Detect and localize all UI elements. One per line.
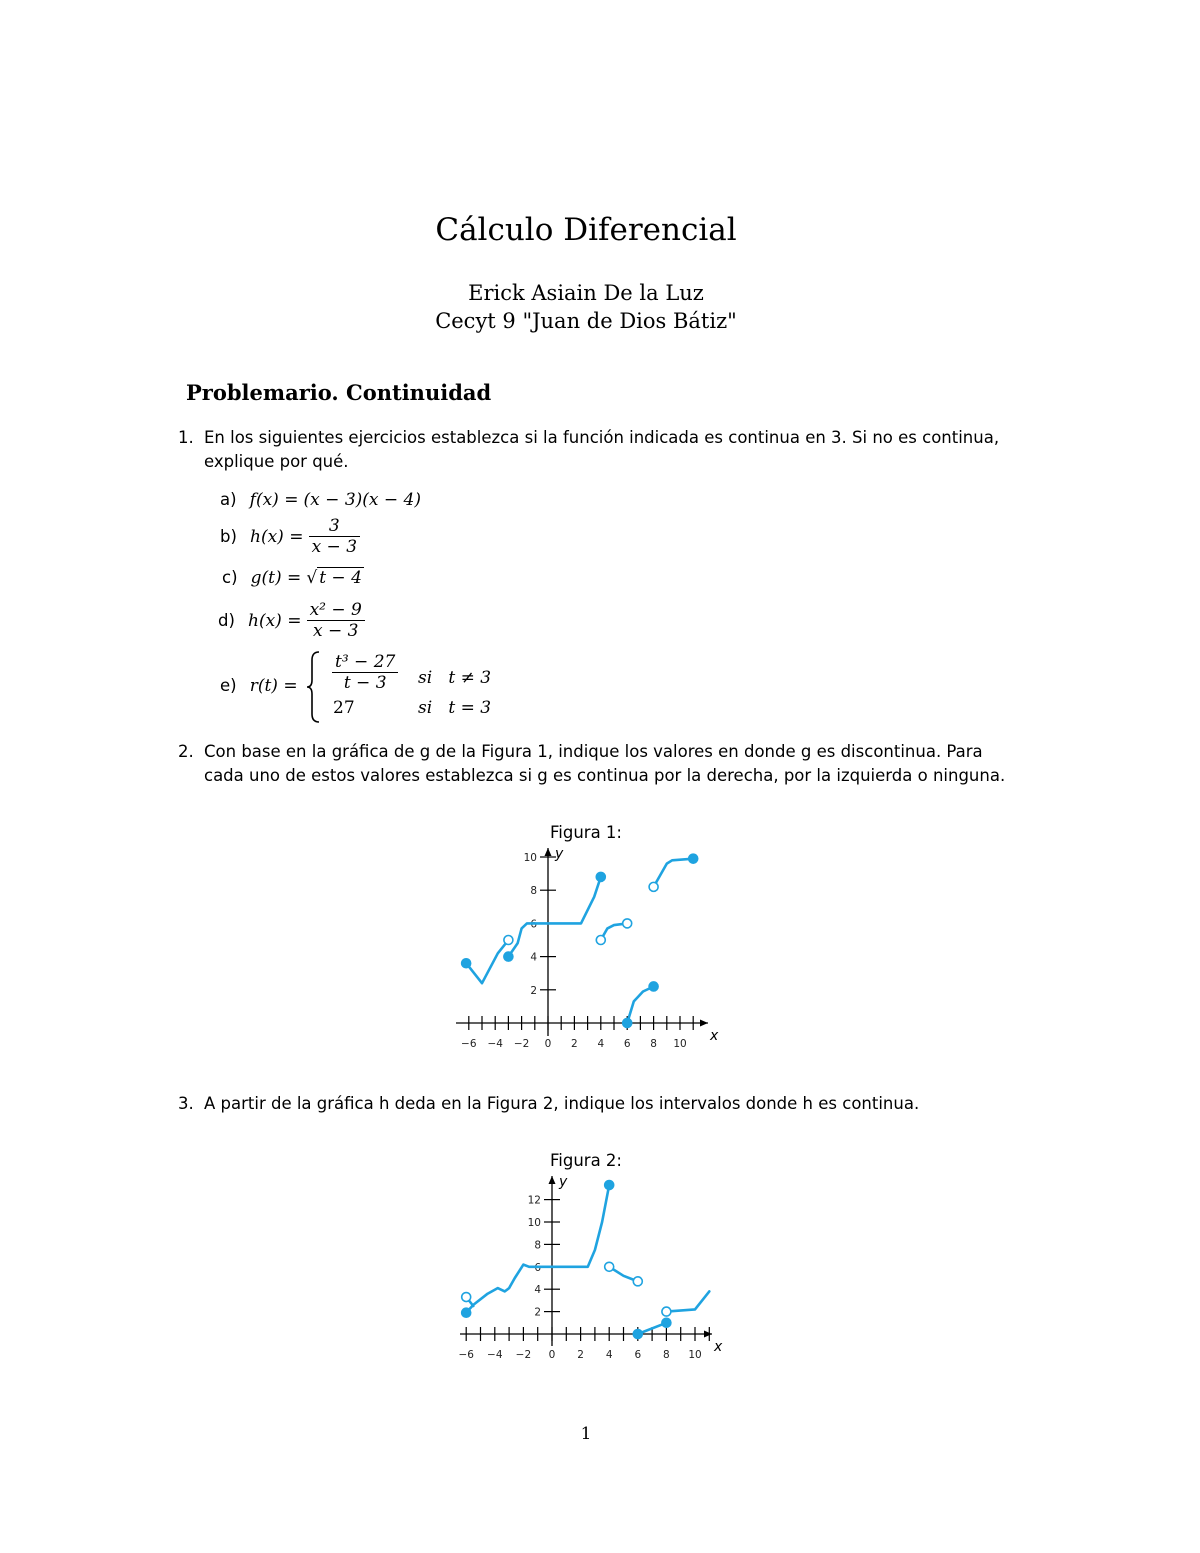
exercise-d-denominator: x − 3: [307, 620, 365, 641]
problem-1-text-line1: En los siguientes ejercicios establezca si la función indicada es continua en 3. Si no es continua,: [204, 428, 1000, 447]
y-tick-label: 10: [527, 1217, 541, 1229]
open-endpoint: [662, 1307, 671, 1316]
closed-endpoint: [623, 1019, 632, 1028]
exercise-a: [220, 490, 421, 510]
x-tick-label: 0: [548, 1349, 556, 1361]
open-endpoint: [504, 936, 513, 945]
open-endpoint: [649, 882, 658, 891]
piecewise-brace-icon: [304, 650, 324, 724]
x-tick-label: 4: [605, 1349, 613, 1361]
problem-1-text-line2: explique por qué.: [204, 452, 349, 471]
y-tick-label: 2: [530, 984, 537, 997]
problem-2-text-line2: cada uno de estos valores establezca si g es continua por la derecha, por la izquierda o ninguna.: [204, 766, 1006, 785]
x-tick-label: 4: [597, 1038, 605, 1050]
closed-endpoint: [649, 982, 658, 991]
exercise-d: [218, 600, 365, 641]
exercise-e-case1-condition: si t ≠ 3: [418, 668, 492, 688]
closed-endpoint: [504, 952, 513, 961]
exercise-d-fraction: [307, 600, 365, 641]
y-tick-label: 4: [534, 1284, 541, 1297]
exercise-b-numerator: 3: [328, 516, 340, 536]
x-axis-label: x: [710, 1028, 719, 1044]
open-endpoint: [633, 1277, 642, 1286]
closed-endpoint: [689, 854, 698, 863]
x-tick-label: 8: [663, 1349, 670, 1361]
exercise-a-lhs: f(x) =: [249, 490, 299, 510]
closed-endpoint: [605, 1181, 614, 1190]
curve-segment: [654, 859, 694, 887]
exercise-c-lhs: g(t) =: [250, 568, 302, 588]
exercise-d-numerator: x² − 9: [309, 600, 362, 620]
document-title: Cálculo Diferencial: [435, 212, 737, 248]
author-name: Erick Asiain De la Luz: [468, 281, 704, 305]
x-tick-label: 10: [673, 1038, 687, 1050]
figure-2-caption: Figura 2:: [549, 1151, 622, 1170]
exercise-e-case2-condition: si t = 3: [418, 698, 492, 718]
section-title: Problemario. Continuidad: [186, 380, 492, 405]
exercise-d-label: d): [218, 611, 235, 630]
y-axis-arrow-icon: [549, 1176, 556, 1184]
y-tick-label: 12: [527, 1194, 541, 1207]
y-axis-label: y: [559, 1174, 568, 1190]
y-tick-label: 10: [523, 852, 537, 864]
page-number: 1: [580, 1424, 592, 1444]
open-endpoint: [462, 1293, 471, 1302]
y-tick-label: 8: [534, 1239, 541, 1252]
exercise-c-label: c): [222, 568, 238, 587]
y-tick-label: 2: [534, 1306, 541, 1319]
x-tick-label: 6: [634, 1349, 642, 1361]
curve-segment: [466, 940, 508, 983]
exercise-e-label: e): [220, 676, 237, 695]
figure-2-graph: [450, 1170, 730, 1370]
x-tick-label: 0: [544, 1038, 552, 1050]
curve-segment: [666, 1291, 709, 1311]
closed-endpoint: [462, 959, 471, 968]
x-tick-label: −6: [461, 1038, 477, 1050]
exercise-a-label: a): [220, 490, 237, 509]
y-tick-label: 6: [534, 1261, 541, 1274]
x-tick-label: −4: [487, 1349, 503, 1361]
x-axis-label: x: [714, 1339, 723, 1355]
open-endpoint: [596, 936, 605, 945]
x-tick-label: 2: [577, 1349, 584, 1361]
open-endpoint: [623, 919, 632, 928]
exercise-b-fraction: [309, 516, 360, 557]
problem-3-text-line1: A partir de la gráfica h deda en la Figura 2, indique los intervalos donde h es continua.: [204, 1094, 920, 1113]
exercise-d-lhs: h(x) =: [248, 610, 302, 631]
x-tick-label: 8: [650, 1038, 657, 1050]
closed-endpoint: [462, 1308, 471, 1317]
y-tick-label: 4: [530, 951, 537, 964]
x-axis-arrow-icon: [700, 1020, 708, 1027]
exercise-b-denominator: x − 3: [309, 536, 360, 557]
problem-2-number: 2.: [178, 742, 194, 761]
school-name: Cecyt 9 "Juan de Dios Bátiz": [435, 309, 737, 333]
exercise-b-label: b): [220, 527, 237, 546]
closed-endpoint: [633, 1330, 642, 1339]
x-tick-label: 6: [623, 1038, 631, 1050]
x-tick-label: 10: [688, 1349, 702, 1361]
exercise-e-denominator: t − 3: [332, 672, 398, 693]
exercise-e-lead: [220, 676, 298, 696]
y-axis-label: y: [555, 846, 564, 862]
y-axis-arrow-icon: [545, 848, 552, 856]
x-tick-label: −2: [513, 1038, 530, 1050]
x-tick-label: −4: [487, 1038, 503, 1050]
y-tick-label: 8: [530, 885, 537, 898]
x-tick-label: 2: [571, 1038, 578, 1050]
y-tick-label: 6: [530, 918, 537, 931]
open-endpoint: [605, 1262, 614, 1271]
x-tick-label: −6: [458, 1349, 474, 1361]
figure-1-caption: Figura 1:: [549, 823, 622, 842]
exercise-e-case1: [332, 652, 398, 693]
curve-segment: [508, 877, 600, 957]
problem-3-number: 3.: [178, 1094, 194, 1113]
problem-2-text-line1: Con base en la gráfica de g de la Figura 1, indique los valores en donde g es discontinua. Para: [204, 742, 983, 761]
exercise-c: [222, 568, 364, 588]
closed-endpoint: [596, 872, 605, 881]
x-tick-label: −2: [515, 1349, 532, 1361]
exercise-e-lhs: r(t) =: [249, 676, 298, 696]
closed-endpoint: [662, 1318, 671, 1327]
exercise-e-case2-value: 27: [333, 698, 355, 718]
exercise-e-numerator: t³ − 27: [335, 652, 396, 672]
x-axis-arrow-icon: [704, 1331, 712, 1338]
figure-1-graph: [450, 842, 730, 1057]
exercise-b-lhs: h(x) =: [250, 526, 304, 547]
exercise-e-fraction: [332, 652, 398, 693]
sqrt-symbol: √: [306, 568, 318, 588]
exercise-b: [220, 516, 360, 557]
exercise-c-radicand: t − 4: [319, 568, 362, 588]
problem-1-number: 1.: [178, 428, 194, 447]
exercise-a-rhs: (x − 3)(x − 4): [303, 490, 421, 510]
